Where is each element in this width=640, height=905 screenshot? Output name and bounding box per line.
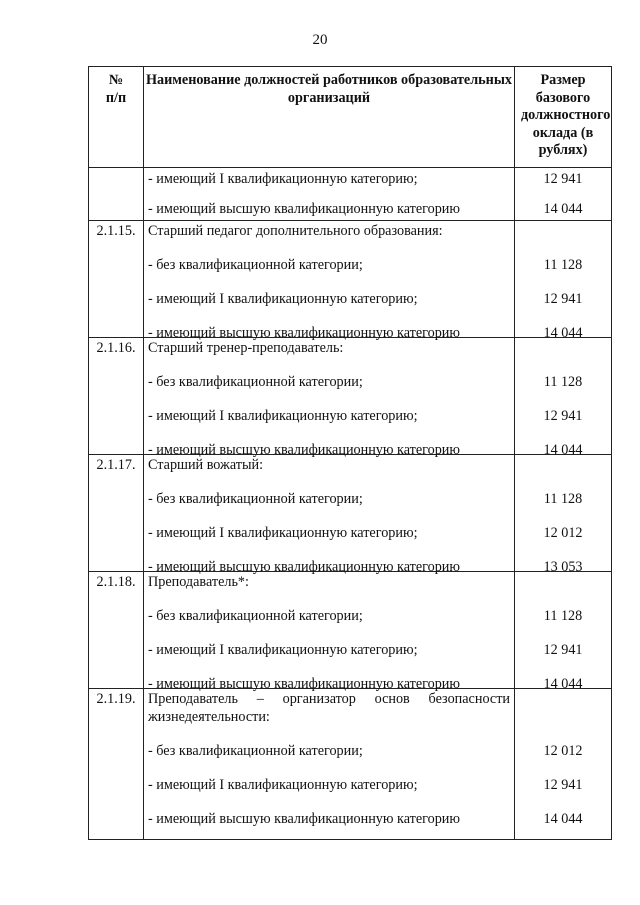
position-name-cell <box>144 572 515 692</box>
salary-cell <box>515 221 612 341</box>
salary-value: 12 941 <box>543 777 583 793</box>
position-line-label: - имеющий I квалификационную категорию; <box>148 291 418 307</box>
salary-title-spacer <box>515 689 611 729</box>
position-name-cell <box>144 338 515 458</box>
table-row <box>89 455 612 572</box>
continuation-salary-cell <box>515 168 612 221</box>
salary-cell <box>515 338 612 458</box>
row-number: 2.1.15. <box>96 223 136 239</box>
position-line-label: - без квалификационной категории; <box>148 491 363 507</box>
position-line-label: - без квалификационной категории; <box>148 743 363 759</box>
salary-cell <box>515 455 612 575</box>
salary-value: 14 044 <box>543 811 583 827</box>
salary-value: 11 128 <box>543 374 583 390</box>
position-name-cell <box>144 455 515 575</box>
salary-value: 12 012 <box>543 743 583 759</box>
position-title: Старший тренер-преподаватель: <box>148 340 344 356</box>
position-line-label: - имеющий высшую квалификационную категорию <box>148 201 460 217</box>
salary-value: 14 044 <box>543 442 583 458</box>
row-number: 2.1.17. <box>96 457 136 473</box>
position-line-label: - имеющий высшую квалификационную категорию <box>148 442 460 458</box>
position-line-label: - без квалификационной категории; <box>148 257 363 273</box>
row-number-cell <box>89 455 144 572</box>
header-salary <box>515 67 612 168</box>
row-number: 2.1.19. <box>96 691 136 707</box>
position-line-label: - без квалификационной категории; <box>148 608 363 624</box>
table-body <box>89 168 612 840</box>
row-number: 2.1.18. <box>96 574 136 590</box>
header-number <box>89 67 144 168</box>
position-line-label: - имеющий высшую квалификационную категорию <box>148 559 460 575</box>
position-title: Старший вожатый: <box>148 457 264 473</box>
salary-value: 11 128 <box>543 257 583 273</box>
salary-value: 14 044 <box>543 201 583 217</box>
position-line-label: - имеющий высшую квалификационную категорию <box>148 811 460 827</box>
header-name <box>144 67 515 168</box>
salary-cell <box>515 689 612 840</box>
salary-value: 12 941 <box>543 291 583 307</box>
table-header-row <box>89 67 612 168</box>
position-title: Преподаватель*: <box>148 574 249 590</box>
row-number: 2.1.16. <box>96 340 136 356</box>
position-title: Старший педагог дополнительного образования: <box>148 223 443 239</box>
table-row <box>89 689 612 840</box>
position-name-cell <box>144 221 515 341</box>
salary-value: 13 053 <box>543 559 583 575</box>
row-number-cell <box>89 572 144 689</box>
salary-cell <box>515 572 612 692</box>
position-line-label: - имеющий I квалификационную категорию; <box>148 408 418 424</box>
table-row <box>89 338 612 455</box>
salary-value: 11 128 <box>543 608 583 624</box>
salary-value: 14 044 <box>543 676 583 692</box>
table-row <box>89 572 612 689</box>
continuation-name-cell <box>144 168 515 221</box>
position-line-label: - имеющий высшую квалификационную категорию <box>148 325 460 341</box>
position-line-label: - имеющий I квалификационную категорию; <box>148 642 418 658</box>
position-line-label: - имеющий высшую квалификационную категорию <box>148 676 460 692</box>
salary-table <box>88 66 612 840</box>
salary-value: 12 012 <box>543 525 583 541</box>
salary-title-spacer <box>515 221 611 243</box>
salary-value: 12 941 <box>543 642 583 658</box>
position-name-cell <box>144 689 515 840</box>
header-name-text: Наименование должностей работников образовательных организаций <box>145 72 513 106</box>
salary-value: 11 128 <box>543 491 583 507</box>
row-number-cell <box>89 689 144 840</box>
salary-value: 12 941 <box>543 171 583 187</box>
continuation-number-cell <box>89 168 144 221</box>
position-title: Преподаватель – организатор основ безопасности жизнедеятельности: <box>148 691 510 725</box>
page-number: 20 <box>312 32 328 48</box>
row-number-cell <box>89 221 144 338</box>
position-line-label: - без квалификационной категории; <box>148 374 363 390</box>
continuation-row <box>89 168 612 221</box>
header-salary-text: Размер базового должностного оклада (в рублях) <box>521 72 611 158</box>
table-row <box>89 221 612 338</box>
position-line-label: - имеющий I квалификационную категорию; <box>148 525 418 541</box>
position-line-label: - имеющий I квалификационную категорию; <box>148 777 418 793</box>
salary-value: 12 941 <box>543 408 583 424</box>
row-number-cell <box>89 338 144 455</box>
salary-value: 14 044 <box>543 325 583 341</box>
position-line-label: - имеющий I квалификационную категорию; <box>148 171 418 187</box>
header-number-text: № п/п <box>105 72 127 106</box>
